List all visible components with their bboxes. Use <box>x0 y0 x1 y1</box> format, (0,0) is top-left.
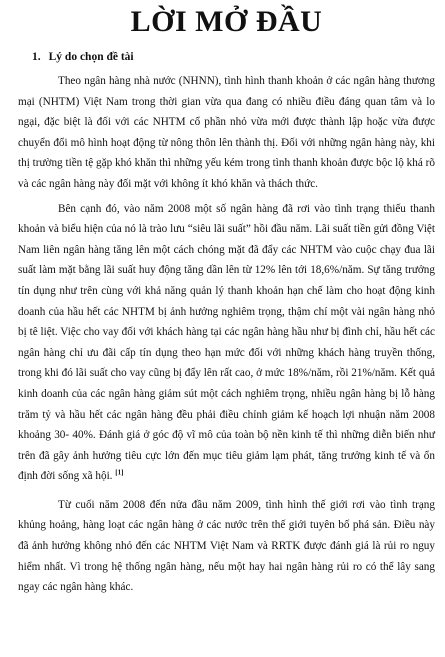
page-title: LỜI MỞ ĐẦU <box>130 5 323 38</box>
section-heading <box>32 49 435 65</box>
paragraph-1 <box>18 71 435 195</box>
paragraph-text: Từ cuối năm 2008 đến nửa đầu năm 2009, tình hình thế giới rơi vào tình trạng khủng hoảng, hàng loạt các ngân hàng ở các nước trên thế giới tuyên bố phá sản. Điều này đã ảnh hưởng không nhỏ đến các NHTM Việt Nam và RRTK được đánh giá là rủi ro nguy hiểm nhất. Vì trong hệ thống ngân hàng, nếu một hay hai ngân hàng rủi ro có thể lây sang ngay các ngân hàng khác. <box>18 498 435 594</box>
section-number: 1. <box>32 51 41 63</box>
reference-marker: [1] <box>115 468 124 477</box>
paragraph-text: Bên cạnh đó, vào năm 2008 một số ngân hàng đã rơi vào tình trạng thiếu thanh khoản và biểu hiện của nó là trào lưu “siêu lãi suất” hồi đầu năm. Lãi suất tiền gửi đồng Việt Nam liên ngân hàng tăng lên một cách chóng mặt đã đẩy các NHTM vào cuộc chạy đua lãi suất làm mặt bằng lãi suất huy động tăng dần lên từ 12% lên tới 18,6%/năm. Sự tăng trưởng tín dụng như trên cùng với khả năng quản lý thanh khoản hạn chế làm cho hoạt động kinh doanh của hầu hết các NHTM bị ảnh hưởng nghiêm trọng, thậm chí một vài ngân hàng nhỏ bị tê liệt. Việc cho vay đối với khách hàng tại các ngân hàng hầu như bị đình chỉ, hầu hết các ngân hàng chỉ ưu đãi cấp tín dụng theo hạn mức đối với những khách hàng truyền thống, trong khi đó lãi suất cho vay cũng bị đẩy lên rất cao, ở mức 18%/năm, rồi 21%/năm. Kết quả kinh doanh của các ngân hàng giảm sút một cách nghiêm trọng, nhiều ngân hàng bị lỗ hàng trăm tỷ và hầu hết các ngân hàng đều phải điều chỉnh giảm kế hoạch lợi nhuận năm 2008 khoảng 30- 40%. Đánh giá ở góc độ vĩ mô của toàn bộ nền kinh tế thì những diễn biến như trên đã gây ảnh hưởng tiêu cực lớn đến mục tiêu giảm lạm phát, tăng trưởng kinh tế và ổn định đời sống xã hội. <box>18 202 435 483</box>
paragraph-text: Theo ngân hàng nhà nước (NHNN), tình hình thanh khoản ở các ngân hàng thương mại (NHTM) Việt Nam trong thời gian vừa qua đang có nhiều điều đáng quan tâm và lo ngại, đặc biệt là đối với các NHTM cổ phần nhỏ vừa mới được thành lập hoặc vừa được chuyển đổi mô hình hoạt động từ nông thôn lên thành thị. Đối với những ngân hàng này, khi thị trường tiền tệ gặp khó khăn thì những yếu kém trong tình thanh khoản được bộc lộ khá rõ và các ngân hàng này đối mặt với không ít khó khăn và thách thức. <box>18 75 435 190</box>
section-heading-text: Lý do chọn đề tài <box>48 51 134 63</box>
paragraph-3 <box>18 495 435 598</box>
paragraph-2 <box>18 199 435 487</box>
